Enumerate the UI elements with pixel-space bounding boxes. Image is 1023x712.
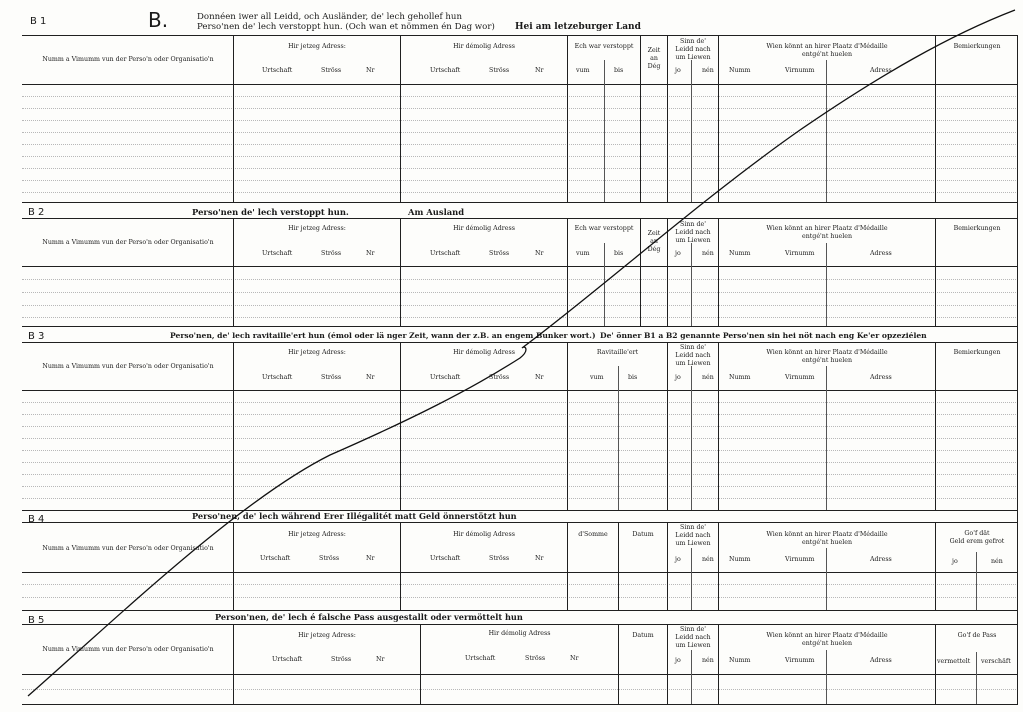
b2-from-label: vum (576, 250, 590, 257)
b1-from-label: vum (576, 67, 590, 74)
b2-former-address-header: Hir démolig Adress (453, 225, 515, 232)
b3-name-column-header: Numm a Vimumm vun der Perso'n oder Organisatio'n (42, 363, 214, 370)
b1-current-address-header: Hir jetzeg Adress: (288, 43, 346, 50)
header-line-1: Donnéen iwer all Leidd, och Ausländer, de' lech gehollef hun (197, 12, 462, 22)
b4-surname-label: Numm (729, 556, 751, 563)
b4-former-nr-label: Nr (535, 555, 544, 562)
b5-address-label: Adress (870, 657, 892, 664)
b1-former-town-label: Urtschaft (430, 67, 461, 74)
b3-supplied-header: Ravitaille'ert (596, 349, 639, 356)
b2-medal-header: Wien könnt an hirer Plaatz d'Médaille entgé'nt huelen (766, 225, 888, 240)
b2-current-address-header: Hir jetzeg Adress: (288, 225, 346, 232)
b1-medal-header: Wien könnt an hirer Plaatz d'Médaille entgé'nt huelen (766, 43, 888, 58)
b4-title: Perso'nen, de' lech während Erer Illégalitét matt Geld önnerstötzt hun (192, 511, 517, 521)
b3-nr-label: Nr (366, 374, 375, 381)
b3-surname-label: Numm (729, 374, 751, 381)
b3-no-label: nén (702, 374, 714, 381)
b5-firstname-label: Virnumm (785, 657, 815, 664)
b4-money-no-label: nén (991, 558, 1003, 565)
b2-surname-label: Numm (729, 250, 751, 257)
b2-former-town-label: Urtschaft (430, 250, 461, 257)
b2-street-label: Ströss (321, 250, 342, 257)
b2-former-street-label: Ströss (489, 250, 510, 257)
b1-former-address-header: Hir démolig Adress (453, 43, 515, 50)
b5-name-column-header: Numm a Vimumm vun der Perso'n oder Organisatio'n (42, 646, 214, 653)
b2-firstname-label: Virnumm (785, 250, 815, 257)
b4-former-street-label: Ströss (489, 555, 510, 562)
b3-firstname-label: Virnumm (785, 374, 815, 381)
b1-yes-label: jo (675, 67, 681, 74)
b4-address-label: Adress (870, 556, 892, 563)
b4-firstname-label: Virnumm (785, 556, 815, 563)
b5-date-header: Datum (632, 632, 654, 639)
b1-to-label: bis (614, 67, 624, 74)
b4-alive-header: Sinn de' Leidd nach um Liewen (675, 524, 711, 547)
b3-former-address-header: Hir démolig Adress (453, 349, 515, 356)
b3-remarks-header: Bemierkungen (953, 349, 1001, 356)
b3-former-nr-label: Nr (535, 374, 544, 381)
header-country: Hei am letzeburger Land (515, 22, 641, 32)
section-label-b4: B 4 (28, 514, 45, 525)
b5-pass-header: Go'f de Pass (957, 632, 997, 639)
b2-town-label: Urtschaft (262, 250, 293, 257)
b5-surname-label: Numm (729, 657, 751, 664)
b5-made-label: verschäft (981, 658, 1011, 665)
b1-former-nr-label: Nr (535, 67, 544, 74)
b2-nr-label: Nr (366, 250, 375, 257)
b2-to-label: bis (614, 250, 624, 257)
b5-nr-label: Nr (376, 656, 385, 663)
b5-former-nr-label: Nr (570, 655, 579, 662)
b1-name-column-header: Numm a Vimumm vun der Perso'n oder Organisatio'n (42, 56, 214, 63)
b5-title: Person'nen, de' lech é falsche Pass ausgestallt oder vermöttelt hun (215, 612, 523, 622)
header-line-2: Perso'nen de' lech verstoppt hun. (Och wan et nömmen én Dag wor) (197, 22, 495, 32)
b1-firstname-label: Virnumm (785, 67, 815, 74)
b4-no-label: nén (702, 556, 714, 563)
b4-former-address-header: Hir démolig Adress (453, 531, 515, 538)
b3-alive-header: Sinn de' Leidd nach um Liewen (675, 344, 711, 367)
b4-town-label: Urtschaft (260, 555, 291, 562)
b5-street-label: Ströss (331, 656, 352, 663)
b5-town-label: Urtschaft (272, 656, 303, 663)
b1-no-label: nén (702, 67, 714, 74)
b3-yes-label: jo (675, 374, 681, 381)
b1-surname-label: Numm (729, 67, 751, 74)
b5-no-label: nén (702, 657, 714, 664)
b2-former-nr-label: Nr (535, 250, 544, 257)
b1-remarks-header: Bemierkungen (953, 43, 1001, 50)
b4-nr-label: Nr (366, 555, 375, 562)
b2-yes-label: jo (675, 250, 681, 257)
section-label-b1: B 1 (30, 16, 47, 27)
b4-date-header: Datum (632, 531, 654, 538)
b2-alive-header: Sinn de' Leidd nach um Liewen (675, 221, 711, 244)
b3-street-label: Ströss (321, 374, 342, 381)
section-label-b3: B 3 (28, 331, 45, 342)
b2-days-header: Zeit an Dég (647, 230, 661, 253)
b1-nr-label: Nr (366, 67, 375, 74)
b4-sum-header: d'Somme (578, 531, 608, 538)
b4-current-address-header: Hir jetzeg Adress: (288, 531, 346, 538)
b4-former-town-label: Urtschaft (430, 555, 461, 562)
b1-days-header: Zeit an Dég (647, 47, 661, 70)
b5-former-town-label: Urtschaft (465, 655, 496, 662)
b3-former-town-label: Urtschaft (430, 374, 461, 381)
b5-alive-header: Sinn de' Leidd nach um Liewen (675, 626, 711, 649)
b3-from-label: vum (590, 374, 604, 381)
b3-town-label: Urtschaft (262, 374, 293, 381)
b5-former-address-header: Hir démolig Adress (488, 630, 551, 637)
section-label-b2: B 2 (28, 207, 45, 218)
b5-former-street-label: Ströss (525, 655, 546, 662)
section-label-b5: B 5 (28, 615, 45, 626)
b3-medal-header: Wien könnt an hirer Plaatz d'Médaille entgé'nt huelen (766, 349, 888, 364)
b3-title-right: De' önner B1 a B2 genannte Perso'nen sin hei nöt nach eng Ke'er opzeziélen (600, 331, 927, 340)
b4-money-back-header: Go'f dät Geld erem gefrot (949, 530, 1005, 545)
b2-title: Perso'nen de' lech verstoppt hun. (192, 207, 349, 217)
b2-hidden-header: Ech war verstoppt (574, 225, 634, 232)
b4-yes-label: jo (675, 556, 681, 563)
b2-title-right: Am Ausland (408, 207, 465, 217)
b4-money-yes-label: jo (952, 558, 958, 565)
b3-address-label: Adress (870, 374, 892, 381)
b3-to-label: bis (628, 374, 638, 381)
b4-street-label: Ströss (319, 555, 340, 562)
b1-former-street-label: Ströss (489, 67, 510, 74)
b1-town-label: Urtschaft (262, 67, 293, 74)
b4-name-column-header: Numm a Vimumm vun der Perso'n oder Organisatio'n (42, 545, 214, 552)
b3-former-street-label: Ströss (489, 374, 510, 381)
b1-alive-header: Sinn de' Leidd nach um Liewen (675, 38, 711, 61)
b5-mediated-label: vermettelt (937, 658, 971, 665)
b2-address-label: Adress (870, 250, 892, 257)
b3-current-address-header: Hir jetzeg Adress: (288, 349, 346, 356)
b2-no-label: nén (702, 250, 714, 257)
b3-title: Perso'nen, de' lech ravitaille'ert hun (émol oder lä nger Zeit, wann der z.B. an engem Bunker wort.) (170, 331, 596, 340)
b5-medal-header: Wien könnt an hirer Plaatz d'Médaille entgé'nt huelen (766, 632, 888, 647)
b1-hidden-header: Ech war verstoppt (574, 43, 634, 50)
b5-yes-label: jo (675, 657, 681, 664)
b5-current-address-header: Hir jetzeg Adress: (298, 632, 356, 639)
form-letter: B. (148, 8, 169, 32)
b2-remarks-header: Bemierkungen (953, 225, 1001, 232)
b1-address-label: Adress (870, 67, 892, 74)
b2-name-column-header: Numm a Vimumm vun der Perso'n oder Organisatio'n (42, 239, 214, 246)
b1-street-label: Ströss (321, 67, 342, 74)
b4-medal-header: Wien könnt an hirer Plaatz d'Médaille entgé'nt huelen (766, 531, 888, 546)
